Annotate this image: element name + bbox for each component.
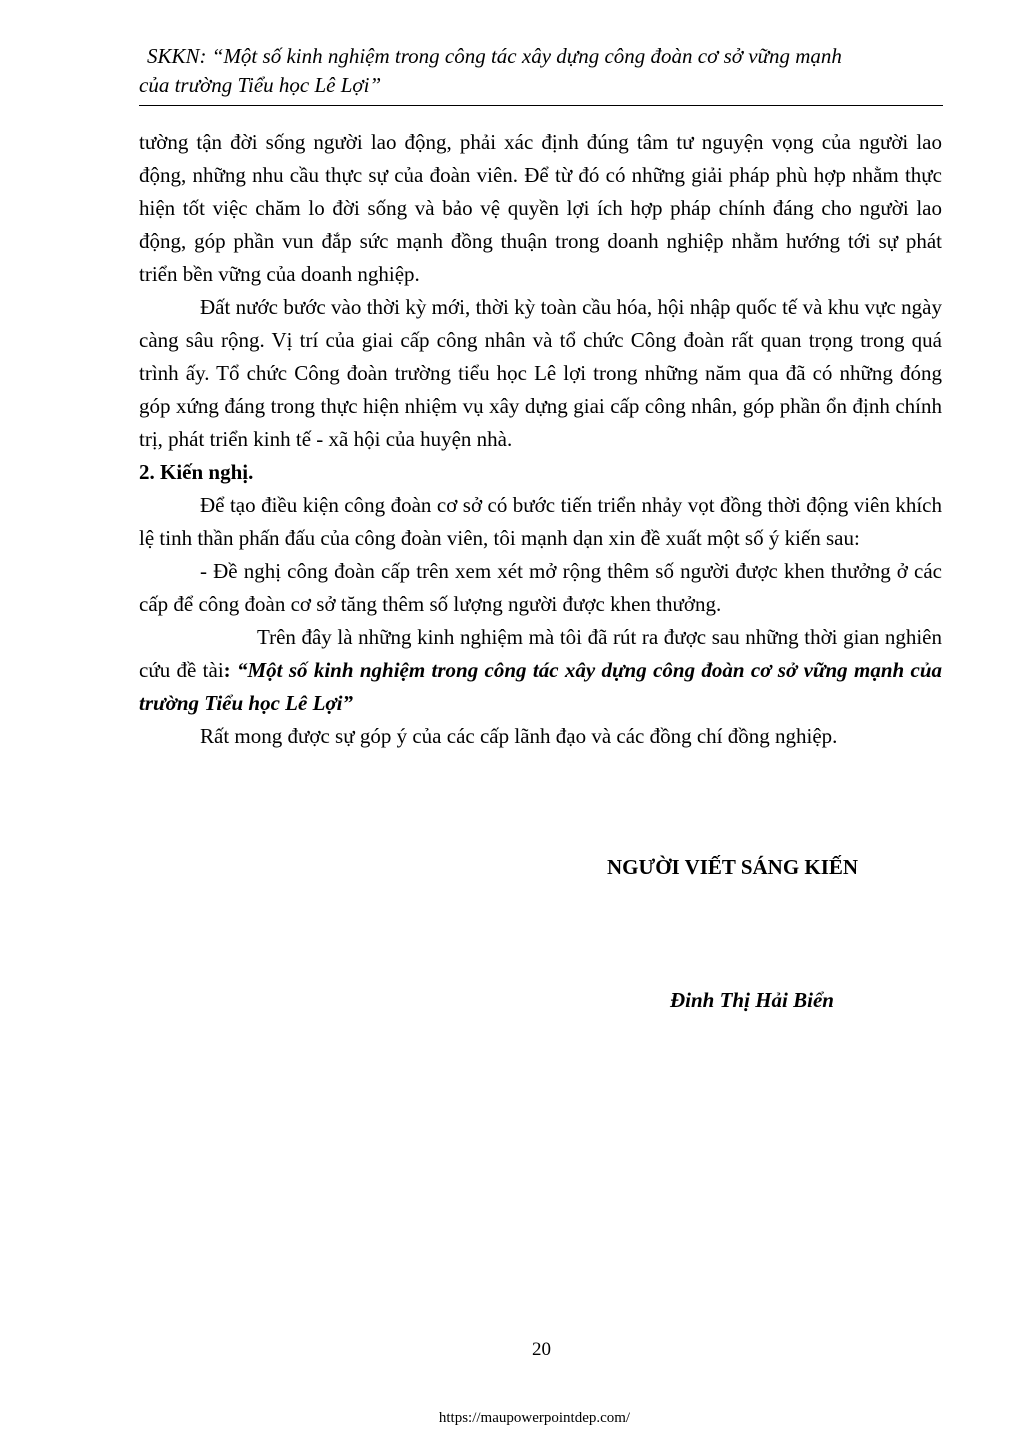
signature-name: Đinh Thị Hải Biển (670, 988, 834, 1012)
paragraph-5 (139, 621, 942, 720)
page-number: 20 (532, 1339, 551, 1360)
paragraph-5-text: Trên đây là những kinh nghiệm mà tôi đã rút ra được sau những thời gian nghiên cứu đề tài (139, 625, 942, 682)
section-heading-kien-nghi: 2. Kiến nghị. (139, 460, 254, 484)
paragraph-6: Rất mong được sự góp ý của các cấp lãnh đạo và các đồng chí đồng nghiệp. (200, 724, 838, 748)
header-title-line-2: của trường Tiểu học Lê Lợi” (139, 73, 382, 97)
paragraph-1: tường tận đời sống người lao động, phải xác định đúng tâm tư nguyện vọng của người lao động, những nhu cầu thực sự của đoàn viên. Để từ đó có những giải pháp phù hợp nhằm thực hiện tốt việc chăm lo đời sống và bảo vệ quyền lợi ích hợp pháp chính đáng cho người lao động, góp phần vun đắp sức mạnh đồng thuận trong doanh nghiệp nhằm hướng tới sự phát triển bền vững của doanh nghiệp. (139, 130, 942, 286)
document-body (139, 126, 942, 753)
signature-title: NGƯỜI VIẾT SÁNG KIẾN (607, 855, 859, 879)
paragraph-2: Đất nước bước vào thời kỳ mới, thời kỳ toàn cầu hóa, hội nhập quốc tế và khu vực ngày càng sâu rộng. Vị trí của giai cấp công nhân và tổ chức Công đoàn rất quan trọng trong quá trình ấy. Tổ chức Công đoàn trường tiểu học Lê lợi trong những năm qua đã có những đóng góp xứng đáng trong thực hiện nhiệm vụ xây dựng giai cấp công nhân, góp phần ổn định chính trị, phát triển kinh tế - xã hội của huyện nhà. (139, 295, 942, 451)
paragraph-5-colon: : (223, 658, 237, 682)
paragraph-4: - Đề nghị công đoàn cấp trên xem xét mở rộng thêm số người được khen thưởng ở các cấp để công đoàn cơ sở tăng thêm số lượng người được khen thưởng. (139, 559, 942, 616)
header-divider (139, 105, 943, 106)
footer-url: https://maupowerpointdep.com/ (438, 1410, 631, 1426)
header-title-line-1: SKKN: “Một số kinh nghiệm trong công tác xây dựng công đoàn cơ sở vững mạnh (147, 44, 842, 68)
paragraph-5-topic-title: “Một số kinh nghiệm trong công tác xây dựng công đoàn cơ sở vững mạnh của trường Tiểu học Lê Lợi” (139, 658, 942, 715)
page-header (139, 42, 943, 100)
paragraph-3: Để tạo điều kiện công đoàn cơ sở có bước tiến triển nhảy vọt đồng thời động viên khích lệ tinh thần phấn đấu của công đoàn viên, tôi mạnh dạn xin đề xuất một số ý kiến sau: (139, 493, 942, 550)
